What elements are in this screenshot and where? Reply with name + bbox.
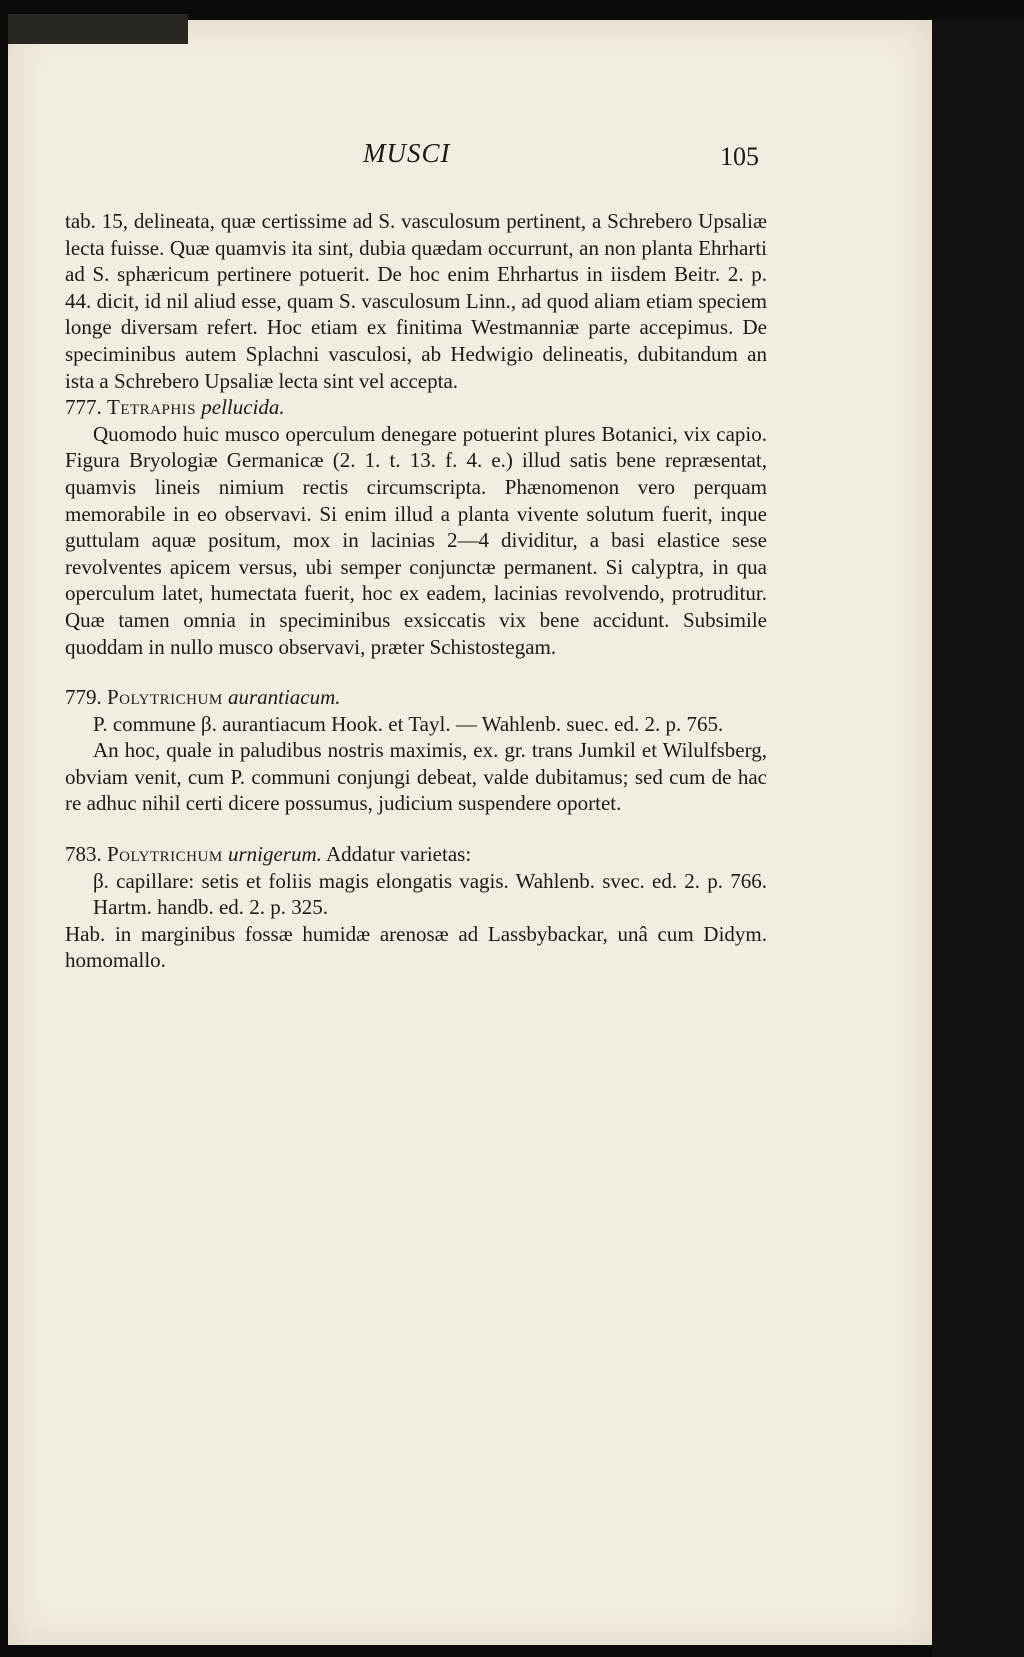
entry-epithet: pellucida. [201, 395, 285, 420]
page-header [8, 138, 932, 178]
entry-epithet: urnigerum. [227, 842, 322, 867]
entry-epithet: aurantiacum. [227, 685, 341, 710]
scan-gutter [932, 20, 1024, 1657]
entry-genus: Polytrichum [107, 685, 223, 710]
entry-genus: Tetraphis [107, 395, 197, 420]
book-page [8, 20, 932, 1645]
entry-addendum: Addatur varietas: [325, 842, 472, 867]
page-number: 105 [720, 142, 759, 171]
entry-number: 777. [65, 395, 102, 420]
spacer [65, 660, 767, 684]
scan-corner-mark [8, 14, 188, 44]
entry-number: 783. [65, 842, 102, 867]
page-body [65, 208, 767, 974]
entry-text: An hoc, quale in paludibus nostris maximis, ex. gr. trans Jumkil et Wilulfsberg, obviam venit, cum P. communi conjungi debeat, valde dubitamus; sed cum de hac re adhuc nihil certi dicere possumus, judicium suspendere oportet. [65, 738, 767, 816]
entry-777 [65, 394, 767, 660]
entry-783 [65, 841, 767, 974]
spacer [65, 817, 767, 841]
running-title: MUSCI [363, 138, 451, 168]
entry-779 [65, 684, 767, 817]
entry-heading [65, 841, 767, 868]
entry-habitat: Hab. in marginibus fossæ humidæ arenosæ ad Lassbybackar, unâ cum Didym. homomallo. [65, 921, 767, 973]
paragraph-continuation: tab. 15, delineata, quæ certissime ad S. vasculosum pertinent, a Schrebero Upsaliæ lecta fuisse. Quæ quamvis ita sint, dubia quædam occurrunt, an non planta Ehrharti ad S. sphæricum pertinere potuerit. De hoc enim Ehrhartus in iisdem Beitr. 2. p. 44. dicit, id nil aliud esse, quam S. vasculosum Linn., ad quod aliam etiam speciem longe diversam refert. Hoc etiam ex finitima Westmanniæ parte accepimus. De speciminibus autem Splachni vasculosi, ab Hedwigio delineatis, dubitandum an ista a Schrebero Upsaliæ lecta sint vel accepta. [65, 209, 767, 393]
entry-genus: Polytrichum [107, 842, 223, 867]
entry-heading [65, 684, 767, 711]
entry-text: Quomodo huic musco operculum denegare potuerint plures Botanici, vix capio. Figura Bryologiæ Germanicæ (2. 1. t. 13. f. 4. e.) illud satis bene repræsentat, quamvis lineis nimium rectis circumscripta. Phænomenon vero perquam memorabile in eo observavi. Si enim illud a planta vivente solutum fuerit, inque guttulam aquæ positum, mox in lacinias 2—4 dividitur, a basi elastice sese revolventes apicem versus, ubi semper conjunctæ permanent. Si calyptra, in qua operculum latet, humectata fuerit, hoc ex eadem, lacinias revolvendo, protruditur. Quæ tamen omnia in speciminibus exsiccatis vix bene accidunt. Subsimile quoddam in nullo musco observavi, præter Schistostegam. [65, 421, 767, 659]
entry-heading [65, 394, 767, 421]
entry-synonym: P. commune β. aurantiacum Hook. et Tayl. — Wahlenb. suec. ed. 2. p. 765. [93, 711, 724, 736]
entry-number: 779. [65, 685, 102, 710]
entry-variety: β. capillare: setis et foliis magis elongatis vagis. Wahlenb. svec. ed. 2. p. 766. Hartm. handb. ed. 2. p. 325. [93, 868, 767, 920]
